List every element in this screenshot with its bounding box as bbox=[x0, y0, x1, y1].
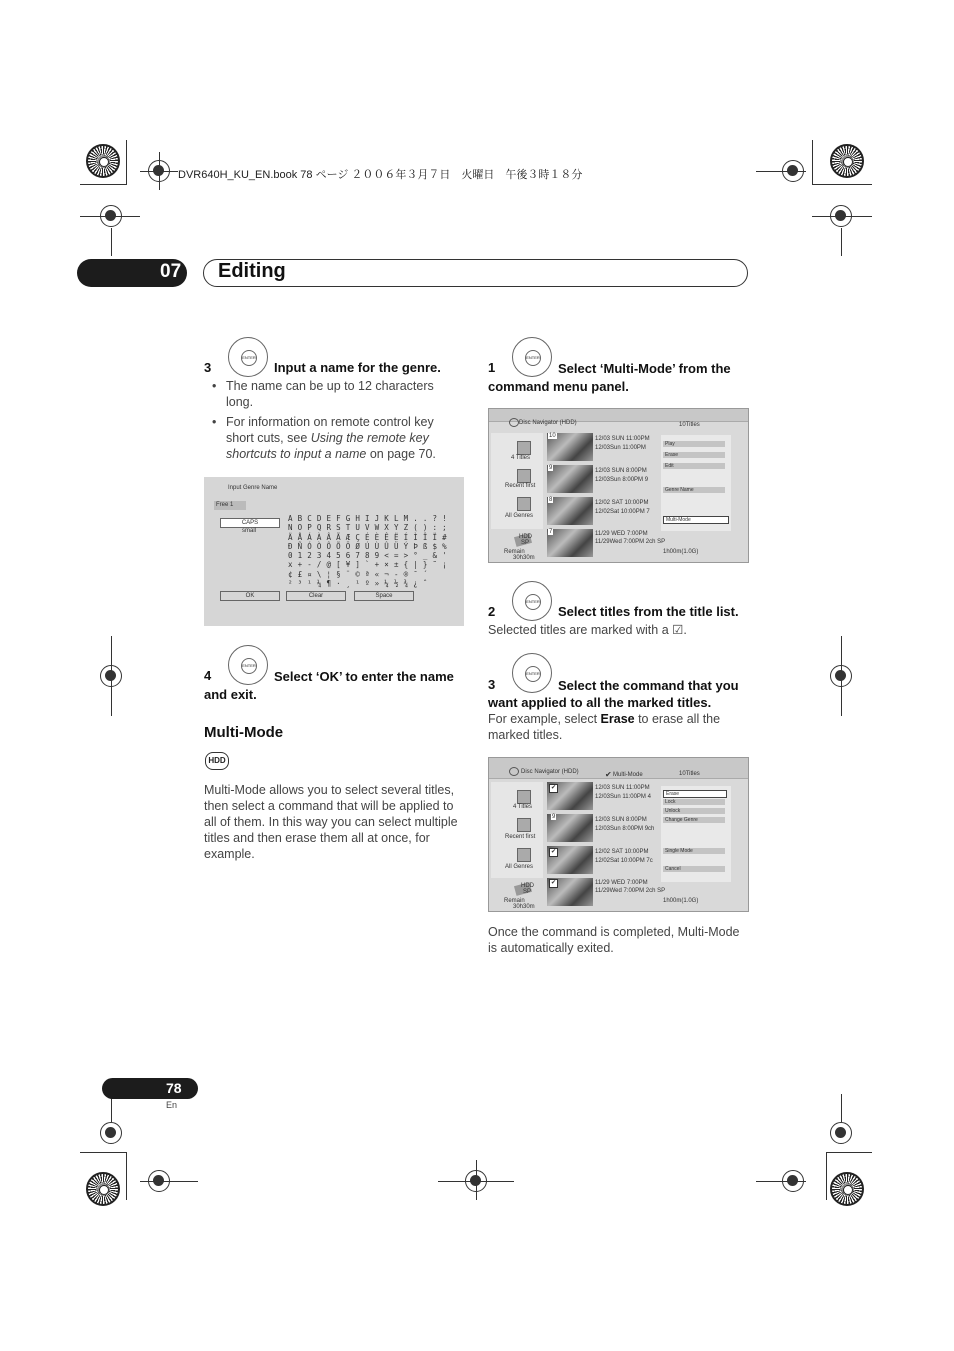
hdd-badge: HDD bbox=[205, 752, 229, 770]
print-file-line: DVR640H_KU_EN.book 78 ページ ２００６年３月７日 火曜日 午後３時１８分 bbox=[178, 169, 583, 181]
bullet-1: • The name can be up to 12 characters long. bbox=[212, 379, 434, 409]
row-checkbox[interactable]: ✔ bbox=[550, 880, 557, 886]
genres-icon bbox=[517, 848, 531, 862]
remote-dpad-icon: ENTER bbox=[512, 581, 552, 621]
step3r-number: 3 bbox=[488, 677, 496, 692]
closing-text: Once the command is completed, Multi-Mode is automatically exited. bbox=[488, 925, 740, 955]
remain-hdd: HDD bbox=[519, 534, 532, 540]
remote-dpad-icon: ENTER bbox=[512, 337, 552, 377]
menu-cancel[interactable]: Cancel bbox=[663, 866, 725, 872]
step3r-text: For example, select Erase to erase all the marked titles. bbox=[488, 712, 721, 742]
sidebar-genres[interactable]: All Genres bbox=[505, 864, 534, 870]
character-grid[interactable]: A B C D E F G H I J K L M . . ? ! N O P Q R S T U V W X Y Z ( ) : ; Ä Å Á À Â Ã Æ Ç É È Ê Ë Í Ì Î Ï # Ð Ñ Ó Ò Ô Õ Ö Ø Ú Ù Û Ü Ý Þ ß $ % 0 1 2 3 4 5 6 7 8 9 < = > ° _ & ' x + - / @ [ ¥ ] ` + × ± { | } ˜ ¡ ¢ £ ¤ \ ¦ § ¨ © ª « ¬ - ® ¯ ´ ² ³ ¹ ¼ ¶ · ¸ ¹ º » ¼ ½ ¾ ¿ ˆ bbox=[288, 514, 447, 589]
menu-erase[interactable]: Erase bbox=[663, 452, 725, 458]
disc-navigator-screen-1 bbox=[488, 408, 749, 563]
recent-icon bbox=[517, 469, 531, 483]
row-checkbox[interactable]: ✔ bbox=[550, 785, 557, 791]
chapter-number: 07 bbox=[160, 261, 182, 282]
titles-icon bbox=[517, 790, 531, 804]
nav-mode: Multi-Mode bbox=[613, 772, 643, 778]
small-button[interactable]: small bbox=[241, 528, 256, 534]
sidebar-recent[interactable]: Recent first bbox=[505, 483, 536, 489]
step3-number: 3 bbox=[204, 360, 212, 375]
sidebar-titles[interactable]: 4 Titles bbox=[513, 804, 533, 810]
nav-title: Disc Navigator (HDD) bbox=[521, 769, 579, 775]
menu-edit[interactable]: Edit bbox=[663, 463, 725, 469]
chapter-title: Editing bbox=[218, 260, 286, 282]
menu-single-mode[interactable]: Single Mode bbox=[663, 848, 725, 854]
disc-icon bbox=[509, 767, 519, 776]
remain-hdd: HDD bbox=[521, 883, 534, 889]
remote-dpad-icon: ENTER bbox=[228, 337, 268, 377]
command-menu-panel[interactable] bbox=[661, 435, 731, 531]
menu-lock[interactable]: Lock bbox=[663, 799, 725, 805]
menu-change-genre[interactable]: Change Genre bbox=[663, 817, 725, 823]
check-icon: ✔ bbox=[605, 770, 612, 779]
step3r-title: Select the command that you want applied to all the marked titles. bbox=[488, 678, 739, 710]
multimode-paragraph: Multi-Mode allows you to select several titles, then select a command that will be applied to all of them. In this way you can select multiple titles and then erase them all at once, for example. bbox=[204, 783, 458, 861]
page-number: 78 bbox=[166, 1080, 182, 1096]
input-genre-name-screen bbox=[204, 477, 464, 626]
nav-count: 10Titles bbox=[679, 422, 700, 428]
section-title: Multi-Mode bbox=[204, 724, 284, 741]
row-checkbox[interactable]: ✔ bbox=[550, 849, 557, 855]
sidebar-titles[interactable]: 4 Titles bbox=[511, 455, 531, 461]
recent-icon bbox=[517, 818, 531, 832]
registration-mark-icon bbox=[100, 1122, 122, 1144]
menu-erase[interactable]: Erase bbox=[663, 790, 727, 798]
menu-play[interactable]: Play bbox=[663, 441, 725, 447]
disc-icon bbox=[509, 418, 519, 427]
nav-sidebar bbox=[491, 433, 543, 529]
crop-wheel-bottom-left bbox=[86, 1172, 120, 1206]
menu-multi-mode[interactable]: Multi-Mode bbox=[663, 516, 729, 524]
step2-number: 2 bbox=[488, 604, 496, 619]
genre-name-field[interactable]: Free 1 bbox=[214, 501, 246, 510]
nav-sidebar bbox=[491, 782, 543, 878]
registration-mark-icon bbox=[830, 1122, 852, 1144]
remote-dpad-icon: ENTER bbox=[512, 653, 552, 693]
sidebar-recent[interactable]: Recent first bbox=[505, 834, 536, 840]
step3-title: Input a name for the genre. bbox=[274, 360, 441, 375]
nav-title: Disc Navigator (HDD) bbox=[519, 420, 577, 426]
step1-title: Select ‘Multi-Mode’ from the command menu panel. bbox=[488, 361, 731, 394]
genres-icon bbox=[517, 497, 531, 511]
command-menu-panel[interactable] bbox=[661, 786, 731, 882]
space-button[interactable]: Space bbox=[354, 591, 414, 601]
genre-screen-title: Input Genre Name bbox=[228, 485, 278, 491]
nav-count: 10Titles bbox=[679, 771, 700, 777]
caps-button[interactable]: CAPS bbox=[220, 518, 280, 528]
menu-unlock[interactable]: Unlock bbox=[663, 808, 725, 814]
step2-title: Select titles from the title list. bbox=[558, 604, 739, 619]
page-lang: En bbox=[166, 1100, 178, 1110]
clear-button[interactable]: Clear bbox=[286, 591, 346, 601]
remain-label: Remain bbox=[504, 549, 525, 555]
step4-title: Select ‘OK’ to enter the name and exit. bbox=[204, 669, 454, 702]
crop-wheel-top-left bbox=[86, 144, 120, 178]
remain-time: 30h30m bbox=[513, 555, 535, 561]
title-list[interactable]: 10 12/03 SUN 11:00PM 12/03Sun 11:00PM 9 12/03 SUN 8:00PM 12/03Sun 8:00PM 9 8 12/02 SAT 10:00PM 12/02Sat 10:00PM 7 7 11/29 WED 7:00PM 11/29Wed 7:00PM 2ch SP 1h00m(1.0G) bbox=[549, 433, 699, 555]
step4-number: 4 bbox=[204, 668, 212, 683]
page-number-tab bbox=[102, 1078, 198, 1099]
step1-number: 1 bbox=[488, 360, 496, 375]
title-list[interactable]: ✔ 12/03 SUN 11:00PM 12/03Sun 11:00PM 4 9 12/03 SUN 8:00PM 12/03Sun 8:00PM 9ch ✔ 12/02 SAT 10:00PM 12/02Sat 10:00PM 7c ✔ 11/29 WED 7:00PM 11/29Wed 7:00PM 2ch SP 1h00m(1.0G) bbox=[547, 782, 743, 906]
remain-label: Remain bbox=[504, 898, 525, 904]
bullet-list bbox=[212, 378, 462, 462]
disc-navigator-screen-2 bbox=[488, 757, 749, 912]
remain-time: 30h30m bbox=[513, 904, 535, 910]
menu-genre-name[interactable]: Genre Name bbox=[663, 487, 725, 493]
crop-wheel-top-right bbox=[830, 144, 864, 178]
titles-icon bbox=[517, 441, 531, 455]
remain-mode: SP bbox=[521, 540, 530, 546]
sidebar-genres[interactable]: All Genres bbox=[505, 513, 534, 519]
crop-wheel-bottom-right bbox=[830, 1172, 864, 1206]
step2-text: Selected titles are marked with a ☑. bbox=[488, 623, 687, 637]
bullet-2: • For information on remote control key short cuts, see Using the remote key shortcuts to input a name on page 70. bbox=[212, 415, 436, 461]
remain-mode: SP bbox=[523, 889, 532, 895]
ok-button[interactable]: OK bbox=[220, 591, 280, 601]
remote-dpad-icon: ENTER bbox=[228, 645, 268, 685]
